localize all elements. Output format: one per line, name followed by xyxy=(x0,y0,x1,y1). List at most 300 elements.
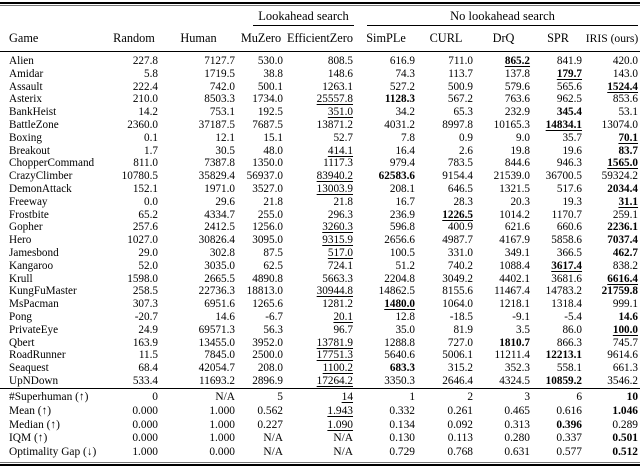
score-cell: 222.4 xyxy=(132,80,158,93)
score-cell: 315.2 xyxy=(447,362,474,375)
score-cell: 21759.8 xyxy=(601,285,639,298)
score-cell: 10 xyxy=(584,388,640,404)
score-cell: 56.3 xyxy=(263,323,283,336)
score-cell: 7127.7 xyxy=(204,55,235,67)
score-cell: 866.3 xyxy=(556,336,583,349)
games-rows xyxy=(0,52,640,389)
score-cell: 1971.0 xyxy=(204,182,235,195)
score-cell: 0.332 xyxy=(389,404,416,417)
table-row xyxy=(0,157,640,170)
score-cell: 86.0 xyxy=(562,323,583,336)
score-cell: 0.562 xyxy=(257,404,283,417)
table-row xyxy=(0,183,640,196)
score-cell: 21539.0 xyxy=(493,170,531,183)
score-cell: 3681.6 xyxy=(551,272,583,285)
metric-name: IQM (↑) xyxy=(9,432,48,445)
score-cell: 0.396 xyxy=(556,418,583,431)
score-cell: 163.9 xyxy=(132,336,158,349)
score-cell: 1064.0 xyxy=(442,298,474,311)
column-header-curl: CURL xyxy=(417,26,475,52)
score-cell: 366.5 xyxy=(556,246,583,259)
score-cell: 65.3 xyxy=(453,106,474,119)
table-row xyxy=(0,337,640,350)
table-row xyxy=(0,221,640,234)
column-header-human: Human xyxy=(160,26,237,52)
score-cell: 14.2 xyxy=(138,106,158,119)
column-header-efficientzero: EfficientZero xyxy=(285,26,355,52)
score-cell: 14862.5 xyxy=(378,285,416,298)
score-cell: 35.0 xyxy=(395,323,416,336)
game-name: UpNDown xyxy=(9,374,59,387)
score-cell: 5663.3 xyxy=(322,272,354,285)
score-cell: 0.280 xyxy=(504,432,531,445)
score-cell: 567.2 xyxy=(447,93,474,106)
score-cell: 137.8 xyxy=(504,67,531,80)
score-cell: 62583.6 xyxy=(378,170,416,183)
score-cell: 19.3 xyxy=(562,195,583,208)
column-header-game: Game xyxy=(0,26,108,52)
score-cell: 19.6 xyxy=(562,144,583,157)
table-row xyxy=(0,446,640,460)
score-cell: 2500.0 xyxy=(252,349,283,362)
score-cell: 1.943 xyxy=(327,404,354,417)
score-cell: 621.6 xyxy=(504,221,531,234)
score-cell: 12.1 xyxy=(215,131,235,144)
score-cell: 844.6 xyxy=(504,157,531,170)
score-cell: 1263.1 xyxy=(322,80,354,93)
table-row xyxy=(0,81,640,94)
group-header-spacer xyxy=(0,6,237,26)
score-cell: 962.5 xyxy=(556,93,583,106)
score-cell: 12.8 xyxy=(395,310,416,323)
column-header-random: Random xyxy=(108,26,160,52)
score-cell: 192.5 xyxy=(257,106,283,119)
score-cell: 10780.5 xyxy=(121,170,158,183)
table-row xyxy=(0,145,640,158)
score-cell: 179.7 xyxy=(556,67,583,80)
score-cell: 2.6 xyxy=(459,144,474,157)
score-cell: 0.134 xyxy=(389,418,416,431)
score-cell: 17751.3 xyxy=(316,349,354,362)
score-cell: 208.1 xyxy=(389,182,416,195)
score-cell: -20.7 xyxy=(134,310,158,323)
score-cell: 20.1 xyxy=(333,310,354,323)
column-header-muzero: MuZero xyxy=(237,26,285,52)
game-name: Alien xyxy=(9,55,34,67)
score-cell: 81.9 xyxy=(453,323,474,336)
game-name: Breakout xyxy=(9,144,51,157)
table-row xyxy=(0,405,640,419)
score-cell: 11.5 xyxy=(138,349,158,362)
score-cell: 236.9 xyxy=(389,208,416,221)
score-cell: 5.8 xyxy=(144,67,158,80)
score-cell: 35829.4 xyxy=(198,170,235,183)
score-cell: 227.8 xyxy=(132,55,158,67)
score-cell: 865.2 xyxy=(504,55,531,67)
score-cell: 1719.5 xyxy=(204,67,235,80)
score-cell: 1734.0 xyxy=(252,93,283,106)
score-cell: 4031.2 xyxy=(384,118,416,131)
score-cell: 2 xyxy=(417,388,475,404)
score-cell: 1027.0 xyxy=(127,234,158,247)
score-cell: 257.6 xyxy=(132,221,158,234)
score-cell: 999.1 xyxy=(612,298,639,311)
score-cell: 10859.2 xyxy=(545,374,583,387)
score-cell: 152.1 xyxy=(132,182,158,195)
score-cell: 13455.0 xyxy=(198,336,235,349)
score-cell: 42054.7 xyxy=(198,362,235,375)
score-cell: 35.7 xyxy=(562,131,583,144)
score-cell: 17264.2 xyxy=(316,374,354,387)
score-cell: -5.4 xyxy=(564,310,583,323)
score-cell: 13003.9 xyxy=(316,182,354,195)
score-cell: 59324.2 xyxy=(601,170,639,183)
table-row xyxy=(0,68,640,81)
score-cell: 30.5 xyxy=(215,144,235,157)
score-cell: 2236.1 xyxy=(607,221,639,234)
score-cell: -9.1 xyxy=(512,310,531,323)
score-cell: 62.5 xyxy=(263,259,283,272)
score-cell: 9614.6 xyxy=(607,349,639,362)
score-cell: 2656.6 xyxy=(384,234,416,247)
score-cell: 517.0 xyxy=(327,246,354,259)
group-header-row xyxy=(0,6,640,26)
score-cell: 3035.0 xyxy=(204,259,235,272)
game-name: BankHeist xyxy=(9,106,57,119)
table-row xyxy=(0,311,640,324)
score-cell: 0.261 xyxy=(447,404,474,417)
score-cell: 0.616 xyxy=(556,404,583,417)
score-cell: 1565.0 xyxy=(607,157,639,170)
score-cell: 0.501 xyxy=(612,432,639,445)
score-cell: 1.000 xyxy=(209,432,235,445)
score-cell: 100.5 xyxy=(389,246,416,259)
score-cell: 1281.2 xyxy=(322,298,354,311)
score-cell: 37187.5 xyxy=(198,118,235,131)
score-cell: 1256.0 xyxy=(252,221,283,234)
column-header-spr: SPR xyxy=(532,26,584,52)
score-cell: 1226.5 xyxy=(442,208,474,221)
score-cell: 4167.9 xyxy=(499,234,531,247)
score-cell: 8155.6 xyxy=(442,285,474,298)
table-bottom-rule xyxy=(0,462,640,466)
score-cell: 838.2 xyxy=(612,259,639,272)
score-cell: 683.3 xyxy=(389,362,416,375)
score-cell: 1128.3 xyxy=(384,93,416,106)
score-cell: 0.000 xyxy=(132,432,158,445)
game-name: Krull xyxy=(9,272,33,285)
score-cell: N/A xyxy=(333,446,354,459)
table-row xyxy=(0,247,640,260)
score-cell: 3546.2 xyxy=(607,374,639,387)
table-row xyxy=(0,209,640,222)
score-cell: 753.1 xyxy=(209,106,235,119)
score-cell: 9.0 xyxy=(516,131,531,144)
score-cell: 3350.3 xyxy=(384,374,416,387)
score-cell: 1 xyxy=(355,388,417,404)
table-row xyxy=(0,388,640,404)
score-cell: N/A xyxy=(160,388,237,404)
score-cell: 3 xyxy=(475,388,532,404)
score-cell: 1598.0 xyxy=(127,272,158,285)
score-cell: 259.1 xyxy=(612,208,639,221)
score-cell: 36700.5 xyxy=(545,170,583,183)
score-cell: 0.337 xyxy=(556,432,583,445)
score-cell: 296.3 xyxy=(327,208,354,221)
score-cell: 6616.4 xyxy=(607,272,639,285)
game-name: DemonAttack xyxy=(9,182,72,195)
game-name: Amidar xyxy=(9,67,44,80)
score-cell: 13781.9 xyxy=(316,336,354,349)
score-cell: 853.6 xyxy=(612,93,639,106)
score-cell: 2360.0 xyxy=(127,118,158,131)
game-name: Seaquest xyxy=(9,362,49,375)
table-row xyxy=(0,349,640,362)
score-cell: 9315.9 xyxy=(322,234,354,247)
score-cell: 70.1 xyxy=(618,131,639,144)
score-cell: 3952.0 xyxy=(252,336,283,349)
score-cell: 28.3 xyxy=(453,195,474,208)
summary-rows xyxy=(0,388,640,460)
score-cell: 616.9 xyxy=(389,55,416,67)
score-cell: 0.092 xyxy=(447,418,474,431)
score-cell: 5006.1 xyxy=(442,349,474,362)
score-cell: 302.8 xyxy=(209,246,235,259)
game-name: Jamesbond xyxy=(9,246,59,259)
score-cell: 1088.4 xyxy=(499,259,531,272)
score-cell: N/A xyxy=(263,446,283,459)
game-name: BattleZone xyxy=(9,118,59,131)
table-row xyxy=(0,375,640,388)
table-row xyxy=(0,132,640,145)
score-cell: 1288.8 xyxy=(384,336,416,349)
score-cell: 3.5 xyxy=(516,323,531,336)
score-cell: 1350.0 xyxy=(252,157,283,170)
score-cell: 38.8 xyxy=(263,67,283,80)
table-row xyxy=(0,260,640,273)
score-cell: 1.000 xyxy=(209,418,235,431)
score-cell: 533.4 xyxy=(132,374,158,387)
score-cell: 13074.0 xyxy=(601,118,639,131)
score-cell: 2665.5 xyxy=(204,272,235,285)
score-cell: 7037.4 xyxy=(607,234,639,247)
score-cell: 1100.2 xyxy=(322,362,354,375)
score-cell: 29.0 xyxy=(138,246,158,259)
score-cell: 2204.8 xyxy=(384,272,416,285)
score-cell: 1480.0 xyxy=(384,298,416,311)
score-cell: 420.0 xyxy=(612,55,639,67)
score-cell: 11467.4 xyxy=(494,285,531,298)
score-cell: 0.768 xyxy=(447,446,474,459)
score-cell: 4324.5 xyxy=(499,374,531,387)
score-cell: 69571.3 xyxy=(198,323,235,336)
score-cell: 711.0 xyxy=(448,55,474,67)
score-cell: 3095.0 xyxy=(252,234,283,247)
table-row xyxy=(0,324,640,337)
score-cell: 6951.6 xyxy=(204,298,235,311)
table-row xyxy=(0,273,640,286)
table-header xyxy=(0,6,640,52)
score-cell: 6 xyxy=(532,388,584,404)
score-cell: 500.9 xyxy=(447,80,474,93)
score-cell: 596.8 xyxy=(389,221,416,234)
score-cell: 11693.2 xyxy=(199,374,235,387)
score-cell: 21.8 xyxy=(333,195,354,208)
score-cell: 763.6 xyxy=(504,93,531,106)
score-cell: 11211.4 xyxy=(494,349,531,362)
score-cell: 48.0 xyxy=(263,144,283,157)
column-header-drq: DrQ xyxy=(475,26,532,52)
score-cell: 979.4 xyxy=(389,157,416,170)
score-cell: 414.1 xyxy=(327,144,354,157)
score-cell: 113.7 xyxy=(448,67,474,80)
column-header-simple: SimPLe xyxy=(355,26,417,52)
table-row xyxy=(0,234,640,247)
score-cell: 14 xyxy=(285,388,355,404)
score-cell: 29.6 xyxy=(215,195,235,208)
score-cell: 20.3 xyxy=(510,195,531,208)
score-cell: 1.000 xyxy=(132,446,158,459)
score-cell: 30826.4 xyxy=(198,234,235,247)
score-cell: 18813.0 xyxy=(246,285,283,298)
score-cell: 74.3 xyxy=(395,67,416,80)
score-cell: 34.2 xyxy=(395,106,416,119)
score-cell: 56937.0 xyxy=(246,170,283,183)
score-cell: 742.0 xyxy=(209,80,235,93)
score-cell: 22736.3 xyxy=(198,285,235,298)
score-cell: 5858.6 xyxy=(551,234,583,247)
score-cell: 0.1 xyxy=(144,131,158,144)
game-name: CrazyClimber xyxy=(9,170,73,183)
score-cell: 0.729 xyxy=(389,446,416,459)
score-cell: 811.0 xyxy=(133,157,158,170)
group-label-no-lookahead: No lookahead search xyxy=(367,9,638,26)
score-cell: 16.4 xyxy=(395,144,416,157)
score-cell: 7845.0 xyxy=(204,349,235,362)
score-cell: 83940.2 xyxy=(316,170,354,183)
table-row xyxy=(0,106,640,119)
score-cell: 0.000 xyxy=(132,404,158,417)
score-cell: -6.7 xyxy=(265,310,283,323)
score-cell: 558.1 xyxy=(556,362,583,375)
score-cell: 100.0 xyxy=(612,323,639,336)
score-cell: 345.4 xyxy=(556,106,583,119)
game-name: Boxing xyxy=(9,131,42,144)
score-cell: 1524.4 xyxy=(607,80,639,93)
metric-name: Median (↑) xyxy=(9,418,60,431)
score-cell: 1.090 xyxy=(327,418,354,431)
table-row xyxy=(0,52,640,68)
column-header-row xyxy=(0,26,640,52)
game-name: Gopher xyxy=(9,221,43,234)
score-cell: 661.3 xyxy=(612,362,639,375)
metric-name: Mean (↑) xyxy=(9,404,52,417)
table-row xyxy=(0,196,640,209)
column-header-iris-ours: IRIS (ours) xyxy=(584,26,640,52)
score-cell: 1014.2 xyxy=(499,208,531,221)
score-cell: 352.3 xyxy=(504,362,531,375)
score-cell: 14783.2 xyxy=(545,285,583,298)
game-name: Asterix xyxy=(9,93,42,106)
score-cell: 7387.8 xyxy=(204,157,235,170)
table-row xyxy=(0,362,640,375)
score-cell: 15.1 xyxy=(263,131,283,144)
metric-name: Optimality Gap (↓) xyxy=(9,446,97,459)
game-name: Assault xyxy=(9,80,43,93)
score-cell: 4402.1 xyxy=(499,272,531,285)
score-cell: N/A xyxy=(263,432,283,445)
score-cell: 841.9 xyxy=(556,55,583,67)
score-cell: 660.6 xyxy=(556,221,583,234)
score-cell: 255.0 xyxy=(257,208,283,221)
score-cell: 8503.3 xyxy=(204,93,235,106)
score-cell: 727.0 xyxy=(447,336,474,349)
score-cell: 14834.1 xyxy=(545,118,583,131)
score-cell: 351.0 xyxy=(327,106,354,119)
score-cell: 1218.1 xyxy=(499,298,531,311)
score-cell: 83.7 xyxy=(618,144,639,157)
score-cell: 1321.5 xyxy=(499,182,531,195)
score-cell: 530.0 xyxy=(257,55,283,67)
score-cell: 13871.2 xyxy=(316,118,354,131)
score-cell: 2896.9 xyxy=(252,374,283,387)
game-name: Pong xyxy=(9,310,33,323)
score-cell: 5 xyxy=(237,388,285,404)
game-name: Hero xyxy=(9,234,32,247)
group-header-no-lookahead xyxy=(355,6,640,26)
table-row xyxy=(0,298,640,311)
score-cell: 7687.5 xyxy=(252,118,283,131)
score-cell: 946.3 xyxy=(556,157,583,170)
score-cell: 21.8 xyxy=(263,195,283,208)
score-cell: 579.6 xyxy=(504,80,531,93)
score-cell: 10165.3 xyxy=(493,118,531,131)
score-cell: 24.9 xyxy=(138,323,158,336)
score-cell: 19.8 xyxy=(510,144,531,157)
score-cell: 232.9 xyxy=(504,106,531,119)
score-cell: 0.000 xyxy=(132,418,158,431)
score-cell: 517.6 xyxy=(556,182,583,195)
score-cell: 0.000 xyxy=(209,446,235,459)
score-cell: 16.7 xyxy=(395,195,416,208)
table-row xyxy=(0,119,640,132)
group-label-lookahead: Lookahead search xyxy=(253,9,354,26)
score-cell: 0.9 xyxy=(459,131,474,144)
score-cell: 4890.8 xyxy=(252,272,283,285)
score-cell: 2412.5 xyxy=(204,221,235,234)
game-name: ChopperCommand xyxy=(9,157,95,170)
game-name: RoadRunner xyxy=(9,349,66,362)
score-cell: 1170.7 xyxy=(551,208,583,221)
score-cell: 3617.4 xyxy=(551,259,583,272)
score-cell: 3260.3 xyxy=(322,221,354,234)
game-name: Qbert xyxy=(9,336,35,349)
score-cell: 96.7 xyxy=(333,323,354,336)
group-header-lookahead xyxy=(237,6,355,26)
score-cell: 8997.8 xyxy=(442,118,474,131)
score-cell: 745.7 xyxy=(612,336,639,349)
score-cell: 500.1 xyxy=(257,80,283,93)
score-cell: 400.9 xyxy=(447,221,474,234)
score-cell: 3049.2 xyxy=(442,272,474,285)
score-cell: 68.4 xyxy=(138,362,158,375)
score-cell: 14.6 xyxy=(215,310,235,323)
table-row xyxy=(0,285,640,298)
metric-name: #Superhuman (↑) xyxy=(0,388,108,404)
score-cell: 462.7 xyxy=(612,246,639,259)
score-cell: 331.0 xyxy=(447,246,474,259)
atari-100k-results-table xyxy=(0,6,640,460)
